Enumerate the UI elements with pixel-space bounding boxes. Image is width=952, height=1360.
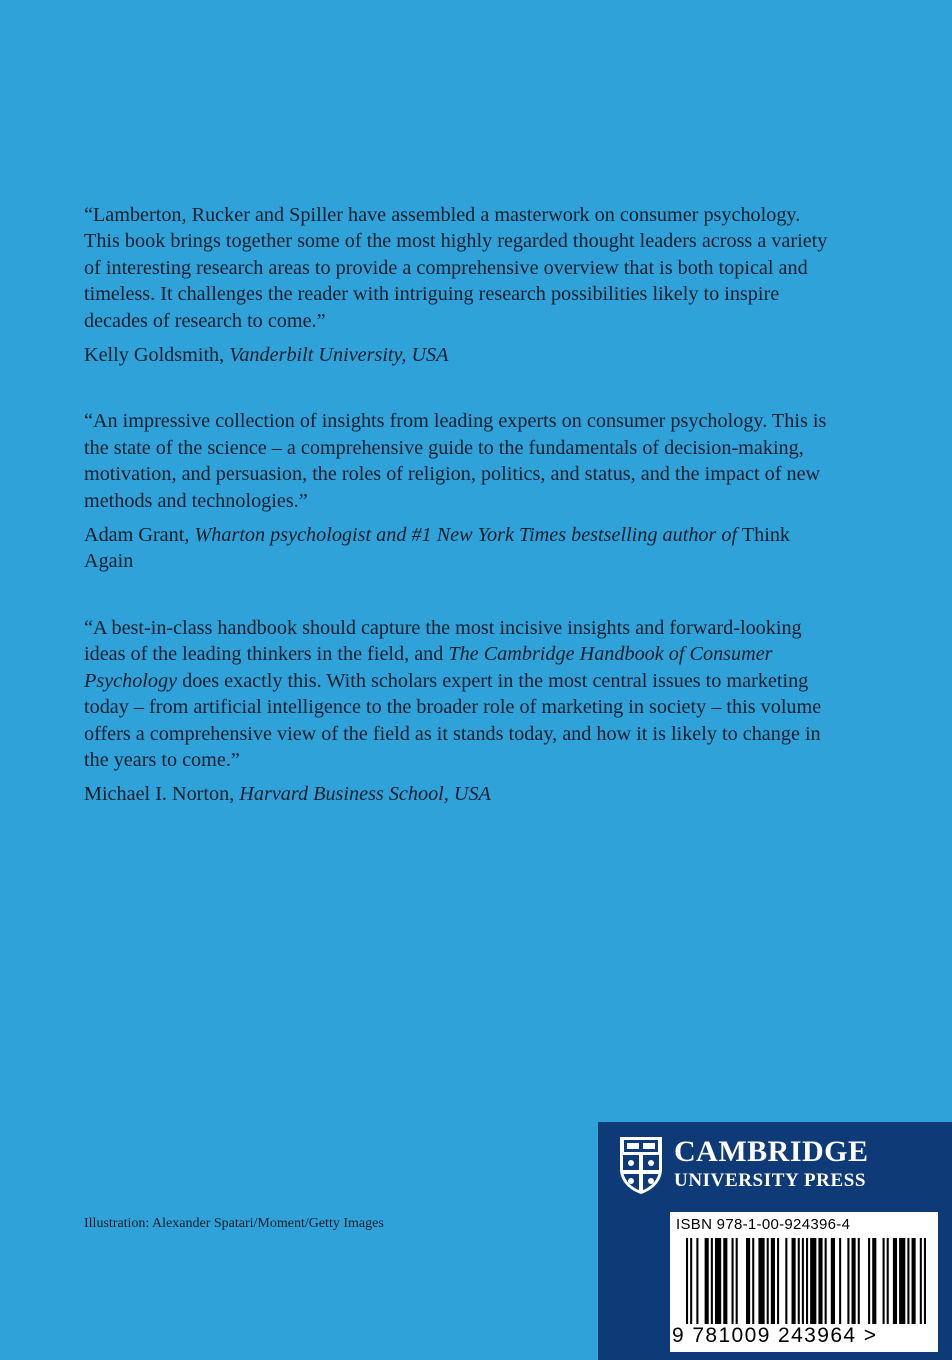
barcode-bar bbox=[887, 1238, 889, 1324]
barcode-bar bbox=[852, 1238, 856, 1324]
endorser-name: Michael I. Norton, bbox=[84, 783, 240, 806]
barcode-bar bbox=[839, 1238, 841, 1324]
quote-text: does exactly this. With scholars expert in the most central issues to marketing today – from artificial intelligence to the broader role of marketing in society – this volume offers a comprehensive view of the field as it stands today, and how it is likely to change in the years to come.” bbox=[84, 669, 822, 771]
publisher-logo bbox=[674, 1136, 869, 1192]
endorsement-2 bbox=[84, 408, 829, 574]
barcode-bar bbox=[920, 1238, 922, 1324]
publisher-name-line1: CAMBRIDGE bbox=[674, 1135, 869, 1168]
barcode-bar bbox=[777, 1238, 779, 1324]
barcode-bars bbox=[686, 1238, 926, 1324]
barcode-bar bbox=[924, 1238, 926, 1324]
barcode-bar bbox=[746, 1238, 750, 1324]
endorsement-quote: “An impressive collection of insights from leading experts on consumer psychology. This is the state of the science – a comprehensive guide to the fundamentals of decision-making, motivation, and persuasion, the roles of religion, politics, and status, and the impact of new methods and technologies.” bbox=[84, 410, 827, 512]
barcode-bar bbox=[686, 1238, 688, 1324]
endorsement-attribution bbox=[84, 342, 829, 368]
quoted-book-title: The Cambridge Handbook of Consumer Psychology bbox=[84, 643, 773, 692]
barcode-bar bbox=[715, 1238, 721, 1324]
barcode-bar bbox=[785, 1238, 787, 1324]
illustration-credit: Illustration: Alexander Spatari/Moment/Getty Images bbox=[84, 1216, 384, 1231]
barcode-bar bbox=[732, 1238, 734, 1324]
isbn-barcode bbox=[670, 1212, 938, 1352]
endorser-affiliation: Wharton psychologist and #1 New York Times bestselling author of bbox=[194, 524, 738, 547]
barcode-bar bbox=[758, 1238, 764, 1324]
barcode-bar bbox=[792, 1238, 796, 1324]
endorser-affiliation: Harvard Business School, USA bbox=[239, 783, 491, 806]
endorsement-attribution bbox=[84, 522, 829, 575]
publisher-name-line2: UNIVERSITY PRESS bbox=[674, 1170, 867, 1191]
endorser-affiliation: Vanderbilt University, USA bbox=[229, 344, 449, 367]
endorser-name: Adam Grant, bbox=[84, 524, 195, 547]
endorser-book-title: Think Again bbox=[84, 524, 791, 573]
isbn-label: ISBN 978-1-00-924396-4 bbox=[676, 1216, 851, 1233]
barcode-bar bbox=[767, 1238, 769, 1324]
barcode-bar bbox=[899, 1238, 905, 1324]
endorsement-quote bbox=[84, 615, 829, 773]
barcode-bar bbox=[907, 1238, 909, 1324]
barcode-bar bbox=[868, 1238, 870, 1324]
barcode-bar bbox=[893, 1238, 897, 1324]
barcode-bar bbox=[825, 1238, 827, 1324]
endorser-name: Kelly Goldsmith, bbox=[84, 344, 230, 367]
barcode-digits: 9 781009 243964 > bbox=[672, 1324, 878, 1347]
barcode-bar bbox=[736, 1238, 738, 1324]
cambridge-crest-icon bbox=[618, 1135, 664, 1195]
barcode-bar bbox=[696, 1238, 698, 1324]
barcode-bar bbox=[771, 1238, 775, 1324]
endorsements bbox=[84, 202, 829, 848]
barcode-bar bbox=[847, 1238, 849, 1324]
publisher-block bbox=[598, 1122, 952, 1360]
quote-text: “A best-in-class handbook should capture the most incisive insights and forward-looking ideas of the leading thinkers in the field, and bbox=[84, 616, 802, 666]
barcode-bar bbox=[690, 1238, 692, 1324]
endorsement-attribution bbox=[84, 781, 829, 807]
barcode-bar bbox=[883, 1238, 885, 1324]
barcode-bar bbox=[912, 1238, 916, 1324]
barcode-bar bbox=[872, 1238, 876, 1324]
barcode-bar bbox=[798, 1238, 800, 1324]
endorsement-quote: “Lamberton, Rucker and Spiller have assembled a masterwork on consumer psychology. This book brings together some of the most highly regarded thought leaders across a variety of interesting research areas to provide a comprehensive overview that is both topical and timeless. It challenges the reader with intriguing research possibilities likely to inspire decades of research to come.” bbox=[84, 204, 828, 332]
barcode-bar bbox=[705, 1238, 709, 1324]
barcode-bar bbox=[711, 1238, 713, 1324]
barcode-bar bbox=[818, 1238, 822, 1324]
barcode-bar bbox=[831, 1238, 835, 1324]
barcode-bar bbox=[810, 1238, 816, 1324]
endorsement-1 bbox=[84, 202, 829, 368]
endorsement-3 bbox=[84, 615, 829, 808]
barcode-bar bbox=[723, 1238, 727, 1324]
barcode-bar bbox=[806, 1238, 808, 1324]
barcode-bar bbox=[752, 1238, 754, 1324]
barcode-bar bbox=[802, 1238, 804, 1324]
barcode-bar bbox=[858, 1238, 860, 1324]
